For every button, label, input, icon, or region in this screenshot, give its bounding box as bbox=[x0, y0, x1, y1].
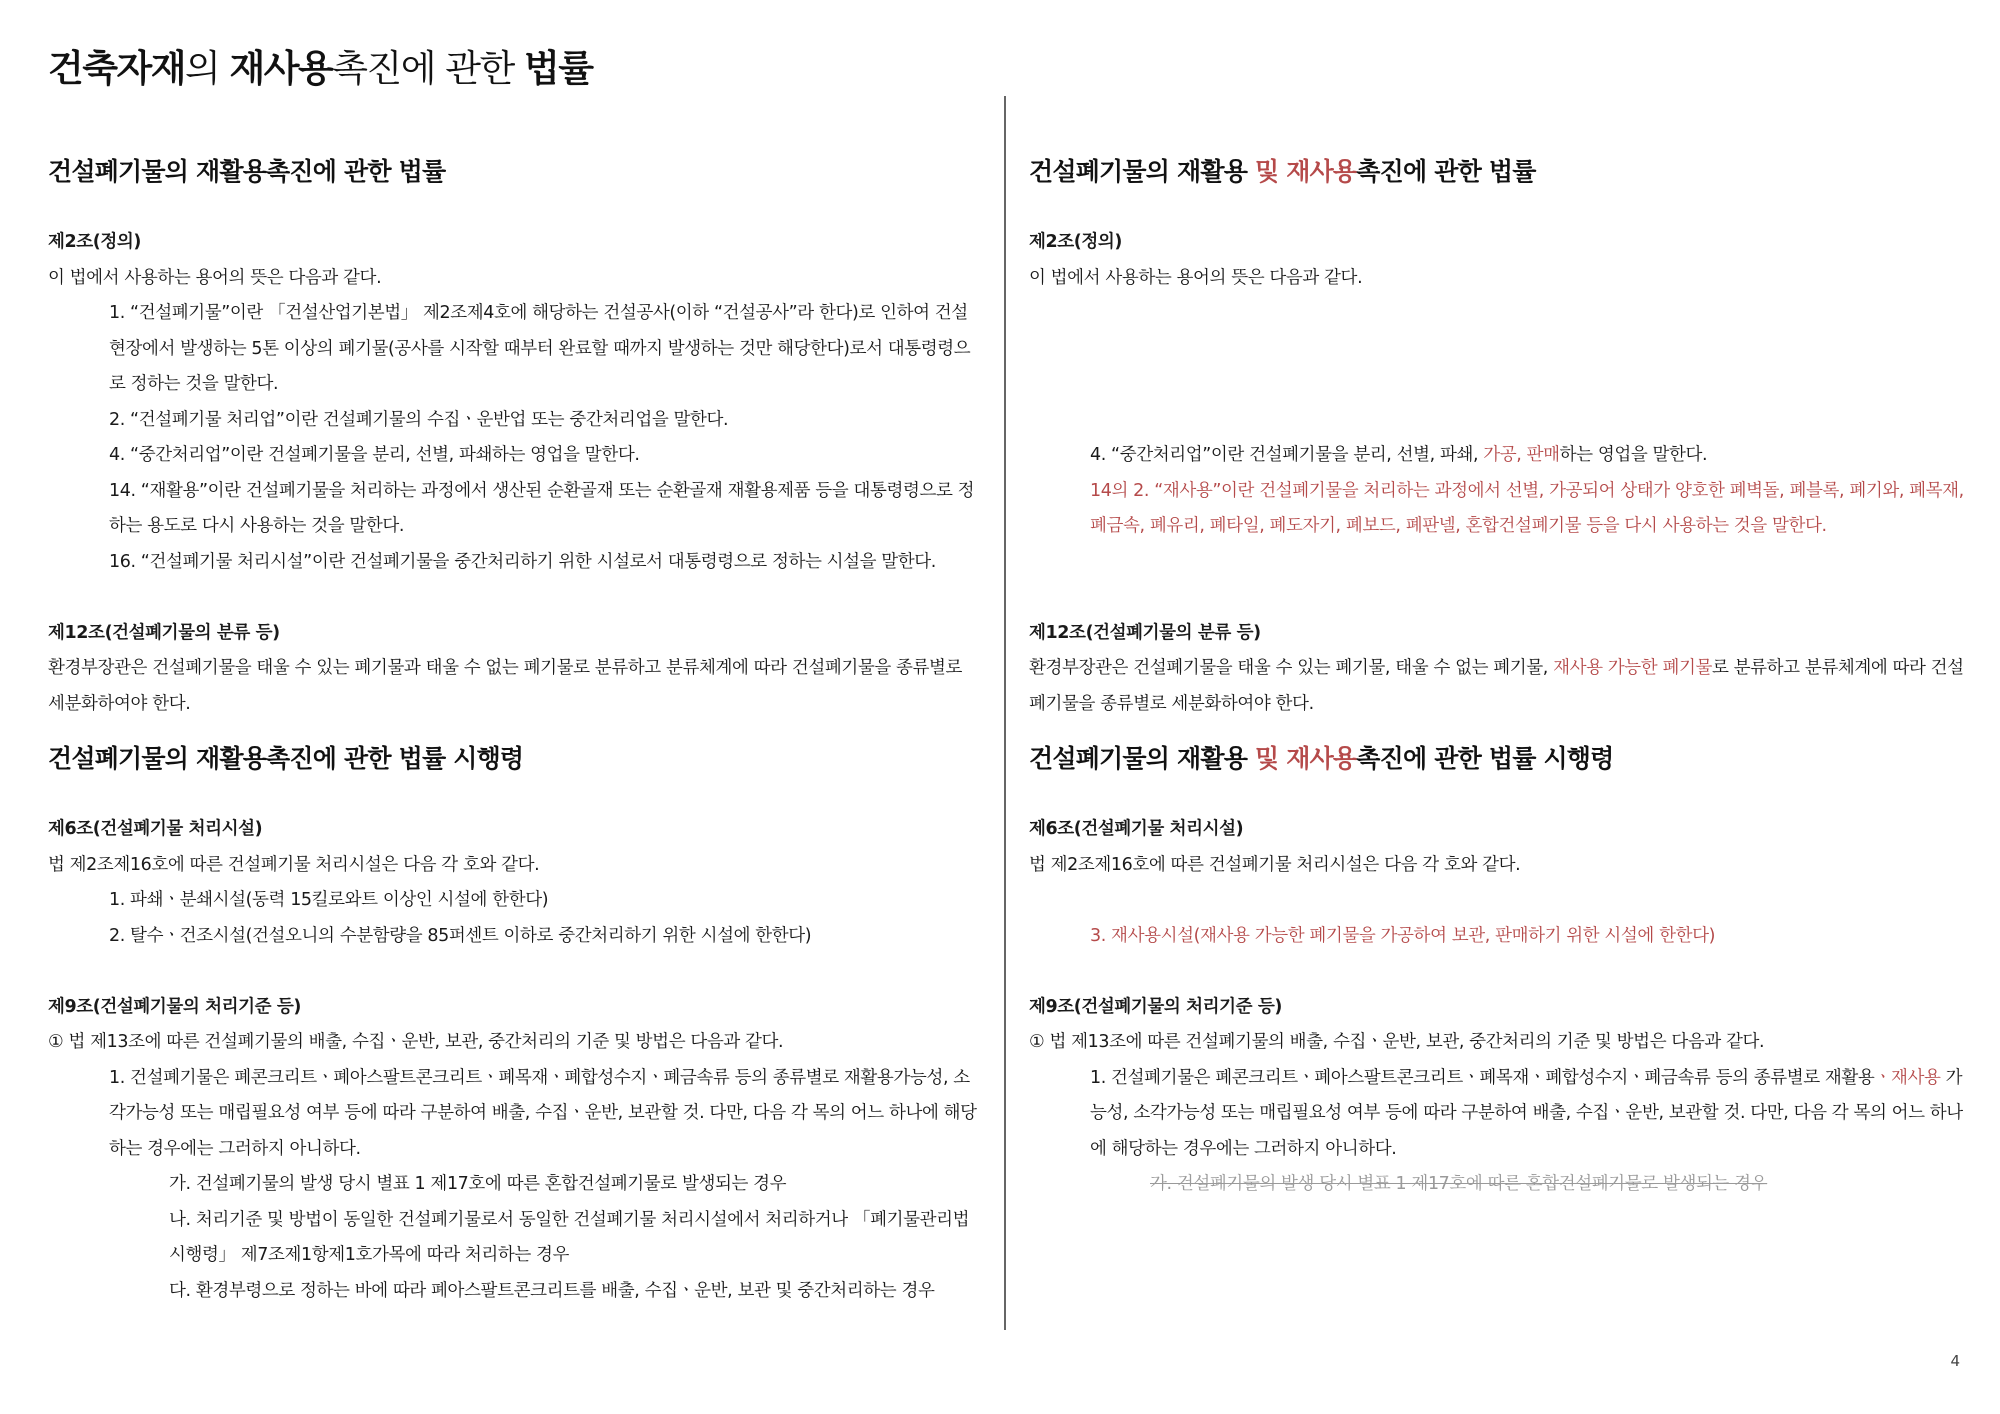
sub-item-da: 다. 환경부령으로 정하는 바에 따라 폐아스팔트콘크리트를 배출, 수집ㆍ운반, 보관 및 중간처리하는 경우 bbox=[169, 1280, 935, 1301]
amendment-highlight: 재사용 가능한 폐기물 bbox=[1553, 658, 1712, 678]
amendment-highlight: 및 재사용 bbox=[1254, 157, 1357, 186]
article-intro: ① 법 제13조에 따른 건설폐기물의 배출, 수집ㆍ운반, 보관, 중간처리의 기준 및 방법은 다음과 같다. bbox=[1029, 1032, 1765, 1052]
definition-item-16: 16. “건설폐기물 처리시설”이란 건설폐기물을 중간처리하기 위한 시설로서 대통령령으로 정하는 시설을 말한다. bbox=[109, 551, 936, 572]
standard-item-1: 1. 건설폐기물은 폐콘크리트ㆍ폐아스팔트콘크리트ㆍ폐목재ㆍ폐합성수지ㆍ폐금속류 등의 종류별로 재활용가능성, 소각가능성 또는 매립필요성 여부 등에 따라 구분하여 배출, 수집ㆍ운반, 보관할 것. 다만, 다음 각 목의 어느 하나에 해당하는 경우에는 그러하지 아니하다. bbox=[109, 1067, 977, 1159]
facility-item-3: 3. 재사용시설(재사용 가능한 폐기물을 가공하여 보관, 판매하기 위한 시설에 한한다) bbox=[1090, 925, 1716, 946]
amendment-highlight: 가공, 판매 bbox=[1483, 445, 1560, 465]
article-intro: 이 법에서 사용하는 용어의 뜻은 다음과 같다. bbox=[48, 267, 382, 288]
sub-item-na: 나. 처리기준 및 방법이 동일한 건설폐기물로서 동일한 건설폐기물 처리시설에서 처리하거나 「폐기물관리법 시행령」 제7조제1항제1호가목에 따라 처리하는 경우 bbox=[169, 1209, 970, 1265]
article-heading: 제6조(건설폐기물 처리시설) bbox=[1029, 819, 1244, 839]
definition-item-1: 1. “건설폐기물”이란 「건설산업기본법」 제2조제4호에 해당하는 건설공사(이하 “건설공사”라 한다)로 인하여 건설현장에서 발생하는 5톤 이상의 폐기물(공사를 시작할 때부터 완료할 때까지 발생하는 것만 해당한다)로서 대통령령으로 정하는 것을 말한다. bbox=[109, 303, 971, 394]
column-divider bbox=[1004, 96, 1006, 1330]
definition-item-14-2: 14의 2. “재사용”이란 건설폐기물을 처리하는 과정에서 선별, 가공되어 상태가 양호한 폐벽돌, 폐블록, 폐기와, 폐목재, 폐금속, 폐유리, 폐타일, 폐도자기, 폐보드, 폐판넬, 혼합건설폐기물 등을 다시 사용하는 것을 말한다. bbox=[1090, 480, 1964, 536]
page-number: 4 bbox=[1950, 1352, 1960, 1370]
facility-item-2: 2. 탈수ㆍ건조시설(건설오니의 수분함량을 85퍼센트 이하로 중간처리하기 위한 시설에 한한다) bbox=[109, 925, 812, 946]
act-title: 건설폐기물의 재활용촉진에 관한 법률 bbox=[48, 157, 446, 186]
facility-item-1: 1. 파쇄ㆍ분쇄시설(동력 15킬로와트 이상인 시설에 한한다) bbox=[109, 890, 549, 910]
article-intro: 이 법에서 사용하는 용어의 뜻은 다음과 같다. bbox=[1029, 267, 1363, 288]
amendment-highlight: ㆍ재사용 bbox=[1874, 1067, 1941, 1088]
article-heading: 제6조(건설폐기물 처리시설) bbox=[48, 819, 263, 839]
amendment-highlight: 및 재사용 bbox=[1254, 744, 1357, 773]
definition-item-4: 4. “중간처리업”이란 건설폐기물을 분리, 선별, 파쇄, 가공, 판매하는 영업을 말한다. bbox=[1090, 445, 1708, 465]
sub-item-ga: 가. 건설폐기물의 발생 당시 별표 1 제17호에 따른 혼합건설폐기물로 발생되는 경우 bbox=[169, 1174, 787, 1194]
definition-item-4: 4. “중간처리업”이란 건설폐기물을 분리, 선별, 파쇄하는 영업을 말한다. bbox=[109, 445, 640, 465]
decree-title: 건설폐기물의 재활용촉진에 관한 법률 시행령 bbox=[48, 744, 524, 773]
article-heading: 제2조(정의) bbox=[48, 232, 141, 252]
article-heading: 제12조(건설폐기물의 분류 등) bbox=[1029, 622, 1261, 643]
article-heading: 제2조(정의) bbox=[1029, 232, 1122, 252]
article-intro: ① 법 제13조에 따른 건설폐기물의 배출, 수집ㆍ운반, 보관, 중간처리의 기준 및 방법은 다음과 같다. bbox=[48, 1032, 784, 1052]
definition-item-14: 14. “재활용”이란 건설폐기물을 처리하는 과정에서 생산된 순환골재 또는 순환골재 재활용제품 등을 대통령령으로 정하는 용도로 다시 사용하는 것을 말한다. bbox=[109, 480, 975, 536]
amended-law-column bbox=[1029, 154, 1972, 1203]
deleted-sub-item-ga: 가. 건설폐기물의 발생 당시 별표 1 제17호에 따른 혼합건설폐기물로 발생되는 경우 bbox=[1150, 1174, 1768, 1194]
definition-item-2: 2. “건설폐기물 처리업”이란 건설폐기물의 수집ㆍ운반업 또는 중간처리업을 말한다. bbox=[109, 409, 729, 430]
article-intro: 법 제2조제16호에 따른 건설폐기물 처리시설은 다음 각 호와 같다. bbox=[48, 854, 540, 875]
act-title: 건설폐기물의 재활용 및 재사용촉진에 관한 법률 bbox=[1029, 157, 1536, 186]
article-text: 환경부장관은 건설폐기물을 태울 수 있는 폐기물, 태울 수 없는 폐기물, 재사용 가능한 폐기물로 분류하고 분류체계에 따라 건설폐기물을 종류별로 세분화하여야 한다. bbox=[1029, 658, 1964, 714]
decree-title: 건설폐기물의 재활용 및 재사용촉진에 관한 법률 시행령 bbox=[1029, 744, 1614, 773]
page-title: 건축자재의 재사용촉진에 관한 법률 bbox=[48, 47, 593, 90]
standard-item-1: 1. 건설폐기물은 폐콘크리트ㆍ폐아스팔트콘크리트ㆍ폐목재ㆍ폐합성수지ㆍ폐금속류 등의 종류별로 재활용ㆍ재사용 가능성, 소각가능성 또는 매립필요성 여부 등에 따라 구분하여 배출, 수집ㆍ운반, 보관할 것. 다만, 다음 각 목의 어느 하나에 해당하는 경우에는 그러하지 아니하다. bbox=[1090, 1067, 1963, 1159]
article-heading: 제9조(건설폐기물의 처리기준 등) bbox=[48, 996, 301, 1017]
article-heading: 제12조(건설폐기물의 분류 등) bbox=[48, 622, 280, 643]
article-text: 환경부장관은 건설폐기물을 태울 수 있는 폐기물과 태울 수 없는 폐기물로 분류하고 분류체계에 따라 건설폐기물을 종류별로 세분화하여야 한다. bbox=[48, 658, 963, 714]
current-law-column bbox=[48, 154, 983, 1309]
article-heading: 제9조(건설폐기물의 처리기준 등) bbox=[1029, 996, 1282, 1017]
article-intro: 법 제2조제16호에 따른 건설폐기물 처리시설은 다음 각 호와 같다. bbox=[1029, 854, 1521, 875]
